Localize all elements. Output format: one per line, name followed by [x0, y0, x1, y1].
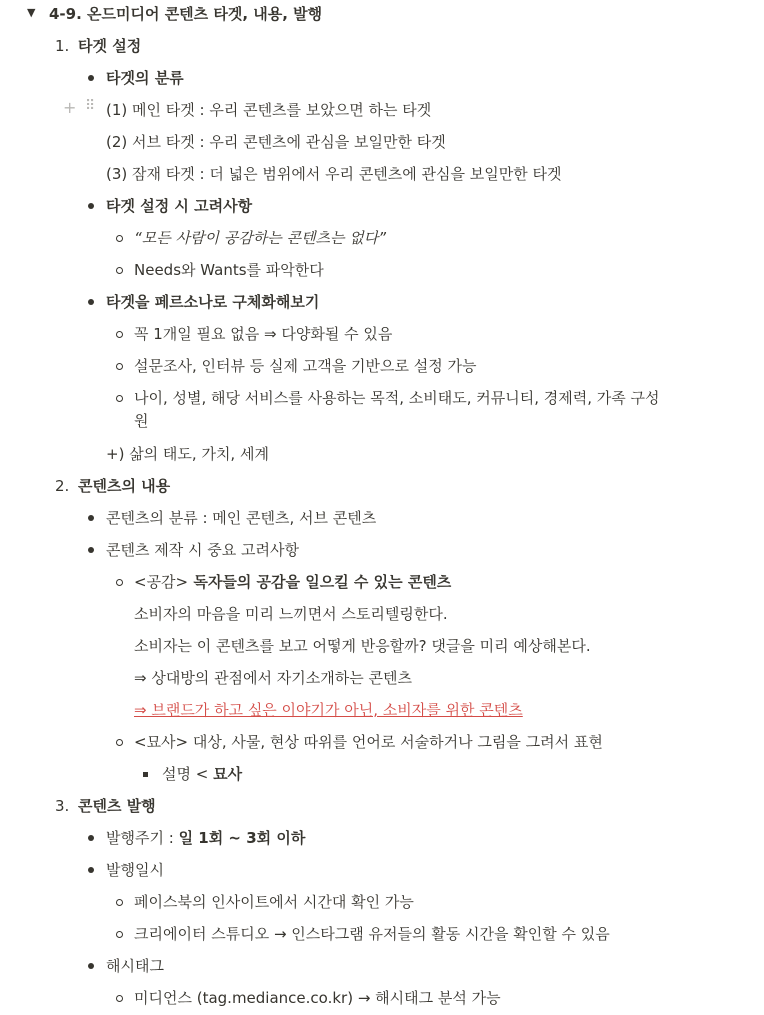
bullet-heading: 타겟을 페르소나로 구체화해보기: [106, 293, 320, 311]
text-line: ⇒ 상대방의 관점에서 자기소개하는 콘텐츠: [134, 669, 412, 687]
plain-text: 발행주기 :: [106, 829, 179, 847]
bullet-circle: [116, 899, 123, 906]
bullet-disc: [88, 867, 94, 873]
list-item: 해시태그: [106, 957, 164, 975]
bullet-disc: [88, 299, 94, 305]
bullet-heading: 타겟의 분류: [106, 69, 184, 87]
toggle-heading[interactable]: 4-9. 온드미디어 콘텐츠 타겟, 내용, 발행: [49, 5, 323, 23]
list-item: 미디언스 (tag.mediance.co.kr) → 해시태그 분석 가능: [134, 989, 501, 1007]
toggle-arrow-icon[interactable]: ▼: [27, 6, 36, 19]
text-line: 소비자의 마음을 미리 느끼면서 스토리텔링한다.: [134, 605, 448, 623]
list-item-wrap: 원: [134, 412, 149, 430]
drag-handle-icon[interactable]: ⠿: [85, 98, 96, 114]
list-item: 크리에이터 스튜디오 → 인스타그램 유저들의 활동 시간을 확인할 수 있음: [134, 925, 610, 943]
bullet-disc: [88, 835, 94, 841]
tag-text: <공감>: [134, 573, 189, 591]
list-item: [106, 827, 305, 849]
text-line: 소비자는 이 콘텐츠를 보고 어떻게 반응할까? 댓글을 미리 예상해본다.: [134, 637, 591, 655]
list-item: [134, 571, 451, 593]
section-title: 타겟 설정: [78, 37, 142, 55]
bullet-heading: 타겟 설정 시 고려사항: [106, 197, 253, 215]
bold-text: 독자들의 공감을 일으킬 수 있는 콘텐츠: [188, 573, 452, 591]
section-title: 콘텐츠 발행: [78, 797, 156, 815]
add-block-icon[interactable]: +: [63, 98, 77, 117]
text-line: (2) 서브 타겟 : 우리 콘텐츠에 관심을 보일만한 타겟: [106, 133, 446, 151]
bullet-circle: [116, 363, 123, 370]
bullet-disc: [88, 75, 94, 81]
bullet-disc: [88, 547, 94, 553]
text-line: (3) 잠재 타겟 : 더 넓은 범위에서 우리 콘텐츠에 관심을 보일만한 타겟: [106, 165, 562, 183]
list-item: <묘사> 대상, 사물, 현상 따위를 언어로 서술하거나 그림을 그려서 표현: [134, 733, 603, 751]
bullet-disc: [88, 963, 94, 969]
bullet-circle: [116, 235, 123, 242]
list-item: 꼭 1개일 필요 없음 ⇒ 다양화될 수 있음: [134, 325, 393, 343]
quote-text: “모든 사람이 공감하는 콘텐츠는 없다”: [134, 229, 386, 247]
plain-text: 설명 <: [162, 765, 214, 783]
bullet-circle: [116, 579, 123, 586]
bullet-circle: [116, 267, 123, 274]
bullet-circle: [116, 331, 123, 338]
section-title: 콘텐츠의 내용: [78, 477, 171, 495]
list-item: Needs와 Wants를 파악한다: [134, 261, 324, 279]
list-item: 발행일시: [106, 861, 164, 879]
text-line: +) 삶의 태도, 가치, 세계: [106, 445, 269, 463]
list-item: 콘텐츠의 분류 : 메인 콘텐츠, 서브 콘텐츠: [106, 509, 377, 527]
list-item: 페이스북의 인사이트에서 시간대 확인 가능: [134, 893, 414, 911]
bullet-circle: [116, 931, 123, 938]
bullet-circle: [116, 739, 123, 746]
list-item: 콘텐츠 제작 시 중요 고려사항: [106, 541, 299, 559]
bullet-disc: [88, 203, 94, 209]
text-line: (1) 메인 타겟 : 우리 콘텐츠를 보았으면 하는 타겟: [106, 101, 432, 119]
list-item: 설문조사, 인터뷰 등 실제 고객을 기반으로 설정 가능: [134, 357, 477, 375]
bold-text: 일 1회 ~ 3회 이하: [178, 829, 306, 847]
bullet-circle: [116, 995, 123, 1002]
section-number: 2.: [55, 477, 70, 495]
list-item: [162, 763, 242, 785]
bullet-disc: [88, 515, 94, 521]
section-number: 1.: [55, 37, 70, 55]
list-item: 나이, 성별, 해당 서비스를 사용하는 목적, 소비태도, 커뮤니티, 경제력, 가족 구성: [134, 389, 660, 407]
section-number: 3.: [55, 797, 70, 815]
bullet-square: [143, 772, 148, 777]
bold-text: 묘사: [213, 765, 243, 783]
highlighted-text: ⇒ 브랜드가 하고 싶은 이야기가 아닌, 소비자를 위한 콘텐츠: [134, 701, 523, 719]
bullet-circle: [116, 395, 123, 402]
